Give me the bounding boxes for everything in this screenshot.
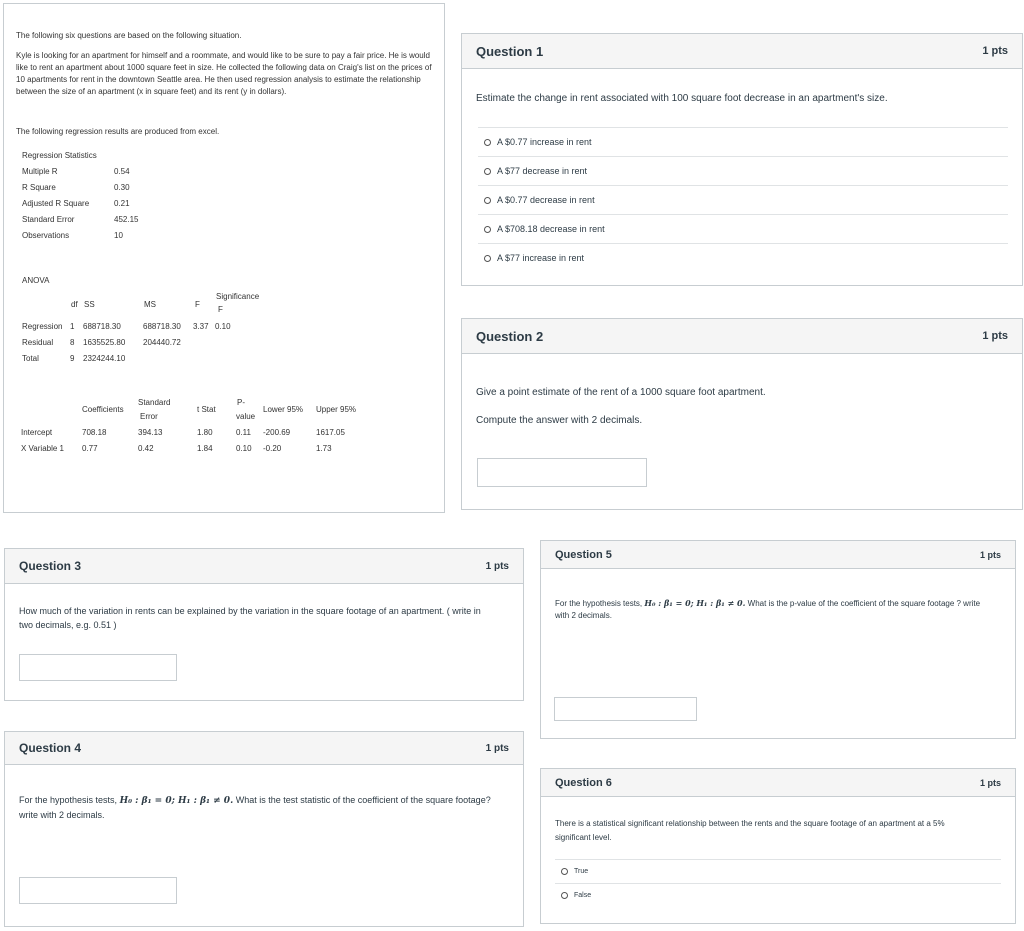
anova-header-f: F <box>195 300 200 309</box>
anova-header-df: df <box>71 300 78 309</box>
coef-cell: 1.84 <box>197 444 213 453</box>
question-3-panel <box>4 548 524 701</box>
question-points: 1 pts <box>982 45 1008 57</box>
question-title: Question 1 <box>476 43 544 59</box>
hypothesis-formula: H₀ : β₁ = 0; H₁ : β₁ ≠ 0. <box>119 796 234 806</box>
situation-panel <box>3 3 445 513</box>
question-title: Question 2 <box>476 328 544 344</box>
question-points: 1 pts <box>982 330 1008 342</box>
question-text: How much of the variation in rents can be explained by the variation in the square footage of an apartment. ( write in two decimals, e.g. 0.51 ) <box>19 606 481 630</box>
radio-button-icon[interactable] <box>484 139 491 146</box>
question-text <box>555 597 995 622</box>
radio-button-icon[interactable] <box>484 168 491 175</box>
coef-header-coefficients: Coefficients <box>82 405 124 414</box>
radio-button-icon[interactable] <box>484 255 491 262</box>
coef-header-standard: Standard <box>138 398 171 407</box>
question-2-header <box>462 319 1022 354</box>
situation-scenario: Kyle is looking for an apartment for himself and a roommate, and would like to be sure to pay a fair price. He is would like to rent an apartment about 1000 square feet in size. He collected the following data on Craig's list on the prices of 10 apartments for rent in the downtown Seattle area. He then used regression analysis to estimate the relationship between the size of an apartment (x in square feet) and its rent (y in dollars). <box>16 51 432 96</box>
question-1-panel <box>461 33 1023 286</box>
question-text: Give a point estimate of the rent of a 1000 square foot apartment. <box>476 387 766 398</box>
anova-cell: 204440.72 <box>143 338 181 347</box>
question-4-header <box>5 732 523 765</box>
stat-label: Observations <box>22 231 70 240</box>
answer-option[interactable] <box>478 127 1008 156</box>
radio-button-icon[interactable] <box>561 892 568 899</box>
anova-cell: 8 <box>70 338 75 347</box>
option-label: A $0.77 decrease in rent <box>497 195 595 205</box>
anova-cell: 3.37 <box>193 322 209 331</box>
answer-input[interactable] <box>19 654 177 681</box>
answer-input[interactable] <box>477 458 647 487</box>
stat-value: 452.15 <box>114 215 139 224</box>
regression-statistics-title: Regression Statistics <box>22 151 97 160</box>
question-4-panel <box>4 731 524 927</box>
answer-option[interactable] <box>478 156 1008 185</box>
coef-cell: 0.10 <box>236 444 252 453</box>
coef-cell: 0.11 <box>236 428 251 437</box>
question-6-header <box>541 769 1015 797</box>
anova-cell: 688718.30 <box>143 322 181 331</box>
radio-button-icon[interactable] <box>484 226 491 233</box>
coef-header-p: P- <box>237 398 245 407</box>
hypothesis-formula: H₀ : β₁ = 0; H₁ : β₁ ≠ 0. <box>644 598 746 608</box>
coef-header-error: Error <box>140 412 158 421</box>
stat-label: R Square <box>22 183 56 192</box>
answer-option-false[interactable] <box>555 883 1001 907</box>
question-points: 1 pts <box>485 560 509 572</box>
results-intro: The following regression results are produced from excel. <box>16 127 220 136</box>
question-title: Question 4 <box>19 741 82 755</box>
radio-button-icon[interactable] <box>484 197 491 204</box>
question-title: Question 5 <box>555 548 612 561</box>
radio-button-icon[interactable] <box>561 868 568 875</box>
anova-cell: 1635525.80 <box>83 338 126 347</box>
anova-row-label: Total <box>22 354 39 363</box>
question-2-panel <box>461 318 1023 510</box>
question-text-body: What is the test statistic of the coefficient of the square footage? write with 2 decimals. <box>19 795 491 820</box>
question-3-header <box>5 549 523 584</box>
question-5-header <box>541 541 1015 569</box>
answer-input[interactable] <box>19 877 177 904</box>
option-label: A $0.77 increase in rent <box>497 137 592 147</box>
stat-label: Adjusted R Square <box>22 199 90 208</box>
answer-option[interactable] <box>478 243 1008 272</box>
anova-cell: 0.10 <box>215 322 231 331</box>
anova-row-label: Regression <box>22 322 63 331</box>
question-title: Question 3 <box>19 559 82 573</box>
stat-value: 0.54 <box>114 167 130 176</box>
question-text: There is a statistical significant relationship between the rents and the square footage of an apartment at a 5% significant level. <box>555 819 945 842</box>
coef-row-label: X Variable 1 <box>21 444 64 453</box>
anova-cell: 1 <box>70 322 75 331</box>
answer-option[interactable] <box>478 214 1008 243</box>
anova-header-significance-f: F <box>218 305 223 314</box>
coef-cell: 1617.05 <box>316 428 345 437</box>
question-6-panel <box>540 768 1016 924</box>
situation-intro: The following six questions are based on the following situation. <box>16 31 242 40</box>
question-points: 1 pts <box>979 777 1001 788</box>
stat-value: 10 <box>114 231 123 240</box>
coef-cell: 1.73 <box>316 444 332 453</box>
stat-label: Multiple R <box>22 167 58 176</box>
question-text: Estimate the change in rent associated with 100 square foot decrease in an apartment's size. <box>476 93 888 104</box>
question-5-panel <box>540 540 1016 739</box>
question-title: Question 6 <box>555 776 612 789</box>
option-label: A $708.18 decrease in rent <box>497 224 605 234</box>
anova-title: ANOVA <box>22 276 50 285</box>
question-text <box>19 793 503 822</box>
coef-cell: 1.80 <box>197 428 213 437</box>
coef-cell: 0.42 <box>138 444 154 453</box>
answer-input[interactable] <box>554 697 697 721</box>
option-label: True <box>574 867 589 875</box>
anova-cell: 9 <box>70 354 75 363</box>
anova-row-label: Residual <box>22 338 54 347</box>
question-1-header <box>462 34 1022 69</box>
answer-option-true[interactable] <box>555 859 1001 883</box>
option-label: False <box>574 891 592 899</box>
question-text-intro: For the hypothesis tests, <box>555 599 643 608</box>
coef-header-value: value <box>236 412 256 421</box>
coef-row-label: Intercept <box>21 428 53 437</box>
coef-cell: 394.13 <box>138 428 163 437</box>
coef-cell: 0.77 <box>82 444 98 453</box>
option-label: A $77 increase in rent <box>497 253 585 263</box>
coef-cell: 708.18 <box>82 428 107 437</box>
stat-value: 0.21 <box>114 199 130 208</box>
question-text-body: What is the p-value of the coefficient of the square footage ? write with 2 decimals. <box>555 599 981 620</box>
stat-label: Standard Error <box>22 215 75 224</box>
anova-header-ss: SS <box>84 300 95 309</box>
answer-option[interactable] <box>478 185 1008 214</box>
anova-cell: 688718.30 <box>83 322 121 331</box>
coef-header-upper: Upper 95% <box>316 405 357 414</box>
coef-cell: -0.20 <box>263 444 282 453</box>
stat-value: 0.30 <box>114 183 130 192</box>
question-instruction: Compute the answer with 2 decimals. <box>476 415 643 426</box>
question-text-intro: For the hypothesis tests, <box>19 795 118 805</box>
coef-header-lower: Lower 95% <box>263 405 304 414</box>
coef-header-tstat: t Stat <box>197 405 216 414</box>
question-points: 1 pts <box>979 549 1001 560</box>
anova-header-significance: Significance <box>216 292 260 301</box>
anova-header-ms: MS <box>144 300 156 309</box>
question-points: 1 pts <box>485 742 509 754</box>
coef-cell: -200.69 <box>263 428 291 437</box>
anova-cell: 2324244.10 <box>83 354 126 363</box>
option-label: A $77 decrease in rent <box>497 166 588 176</box>
